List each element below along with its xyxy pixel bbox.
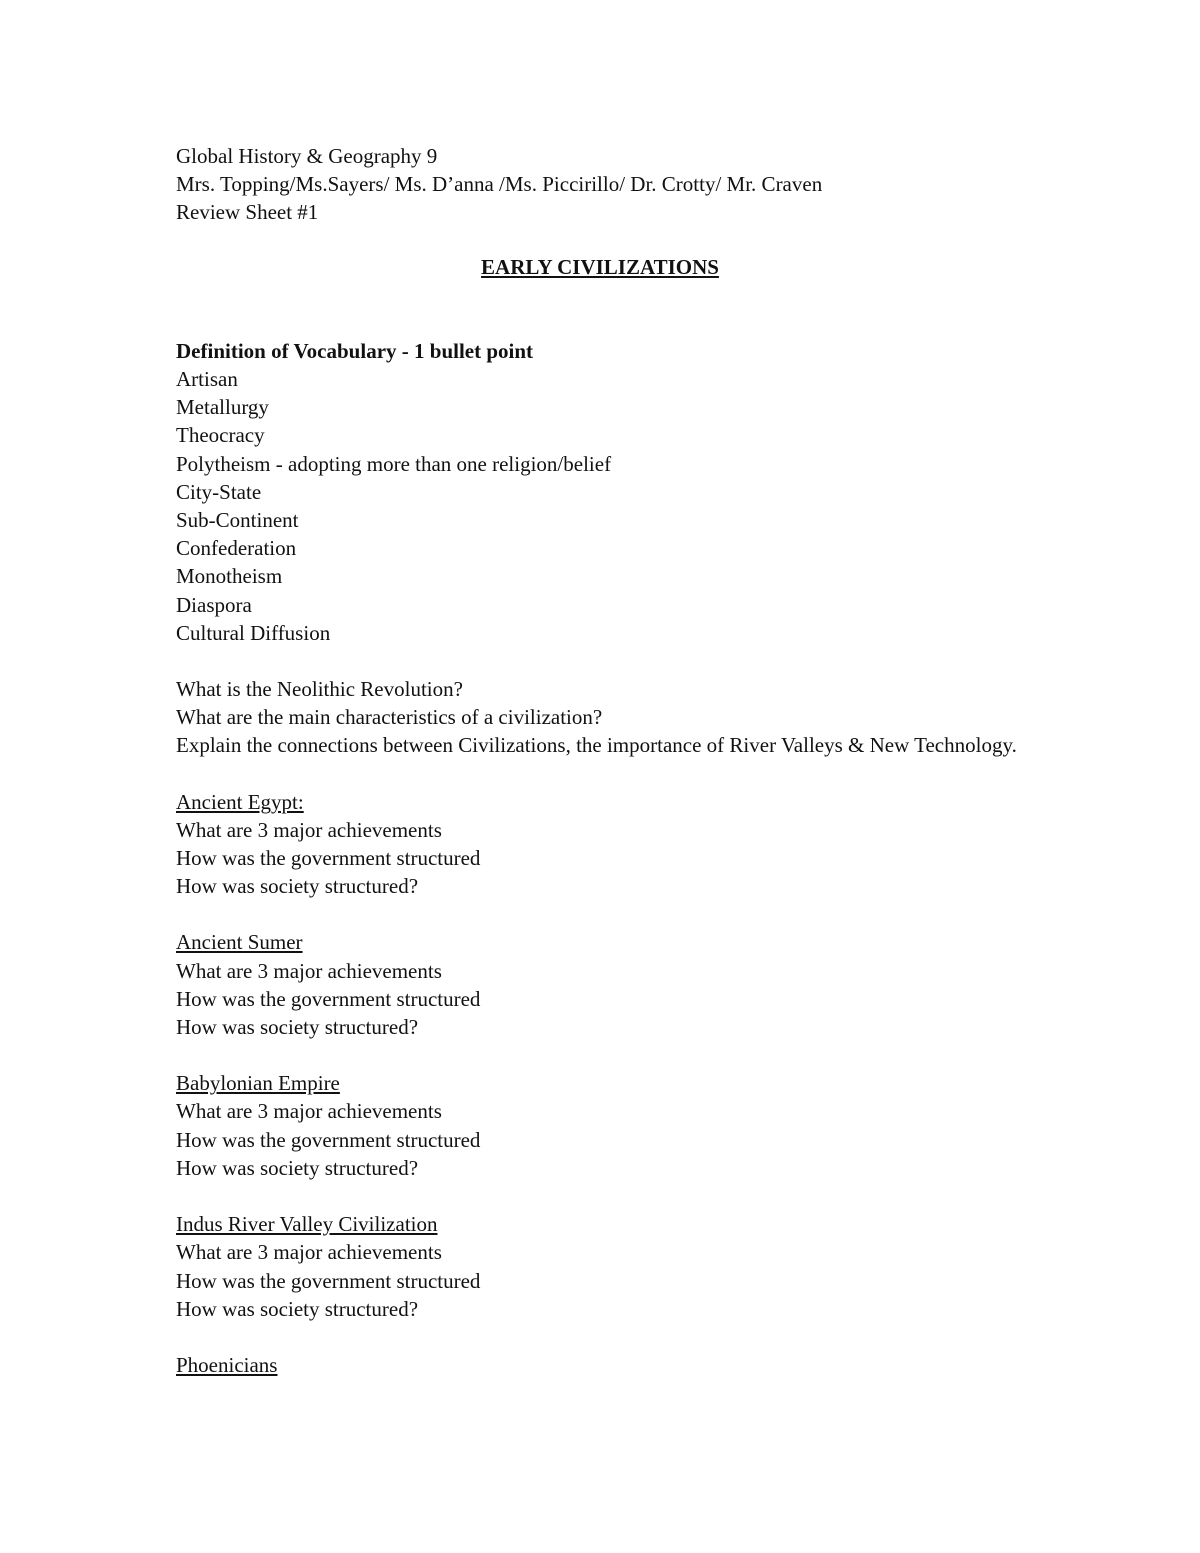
section-phoenicians [176, 1351, 1036, 1379]
section-question: How was society structured? [176, 1015, 419, 1040]
vocabulary-section [176, 337, 1036, 647]
vocabulary-term: Confederation [176, 536, 297, 561]
page-title: EARLY CIVILIZATIONS [481, 254, 719, 279]
section-question: How was the government structured [176, 846, 481, 871]
vocabulary-term: Sub-Continent [176, 508, 299, 533]
section-ancient-sumer [176, 928, 1036, 1041]
general-questions [176, 675, 1036, 760]
section-question: How was society structured? [176, 1296, 419, 1321]
vocabulary-term: Theocracy [176, 423, 265, 448]
section-question: How was the government structured [176, 1268, 481, 1293]
vocabulary-term: Polytheism - adopting more than one religion/belief [176, 451, 612, 476]
section-question: What are 3 major achievements [176, 1240, 442, 1265]
section-ancient-egypt [176, 788, 1036, 901]
section-heading: Ancient Sumer [176, 930, 303, 955]
vocabulary-term: Artisan [176, 367, 238, 392]
section-heading: Phoenicians [176, 1352, 278, 1377]
vocabulary-term: Diaspora [176, 592, 252, 617]
vocabulary-heading: Definition of Vocabulary - 1 bullet point [176, 338, 534, 363]
question: What is the Neolithic Revolution? [176, 677, 463, 702]
section-question: How was the government structured [176, 986, 481, 1011]
section-question: How was society structured? [176, 1155, 419, 1180]
teacher-names: Mrs. Topping/Ms.Sayers/ Ms. D’anna /Ms. Piccirillo/ Dr. Crotty/ Mr. Craven [176, 172, 823, 197]
vocabulary-term: Metallurgy [176, 395, 269, 420]
section-indus-river-valley [176, 1210, 1036, 1323]
vocabulary-term: Cultural Diffusion [176, 620, 331, 645]
section-question: What are 3 major achievements [176, 958, 442, 983]
document-body [176, 142, 1036, 1379]
section-heading: Ancient Egypt: [176, 789, 304, 814]
review-sheet-number: Review Sheet #1 [176, 200, 319, 225]
section-heading: Indus River Valley Civilization [176, 1212, 438, 1237]
vocabulary-term: City-State [176, 479, 262, 504]
question: What are the main characteristics of a civilization? [176, 705, 603, 730]
section-question: How was the government structured [176, 1127, 481, 1152]
section-question: What are 3 major achievements [176, 817, 442, 842]
vocabulary-term: Monotheism [176, 564, 283, 589]
course-name: Global History & Geography 9 [176, 144, 438, 168]
section-heading: Babylonian Empire [176, 1071, 340, 1096]
section-question: How was society structured? [176, 874, 419, 899]
spacer [176, 281, 1036, 337]
section-babylonian-empire [176, 1069, 1036, 1182]
question: Explain the connections between Civilizations, the importance of River Valleys & New Technology. [176, 733, 1017, 758]
section-question: What are 3 major achievements [176, 1099, 442, 1124]
